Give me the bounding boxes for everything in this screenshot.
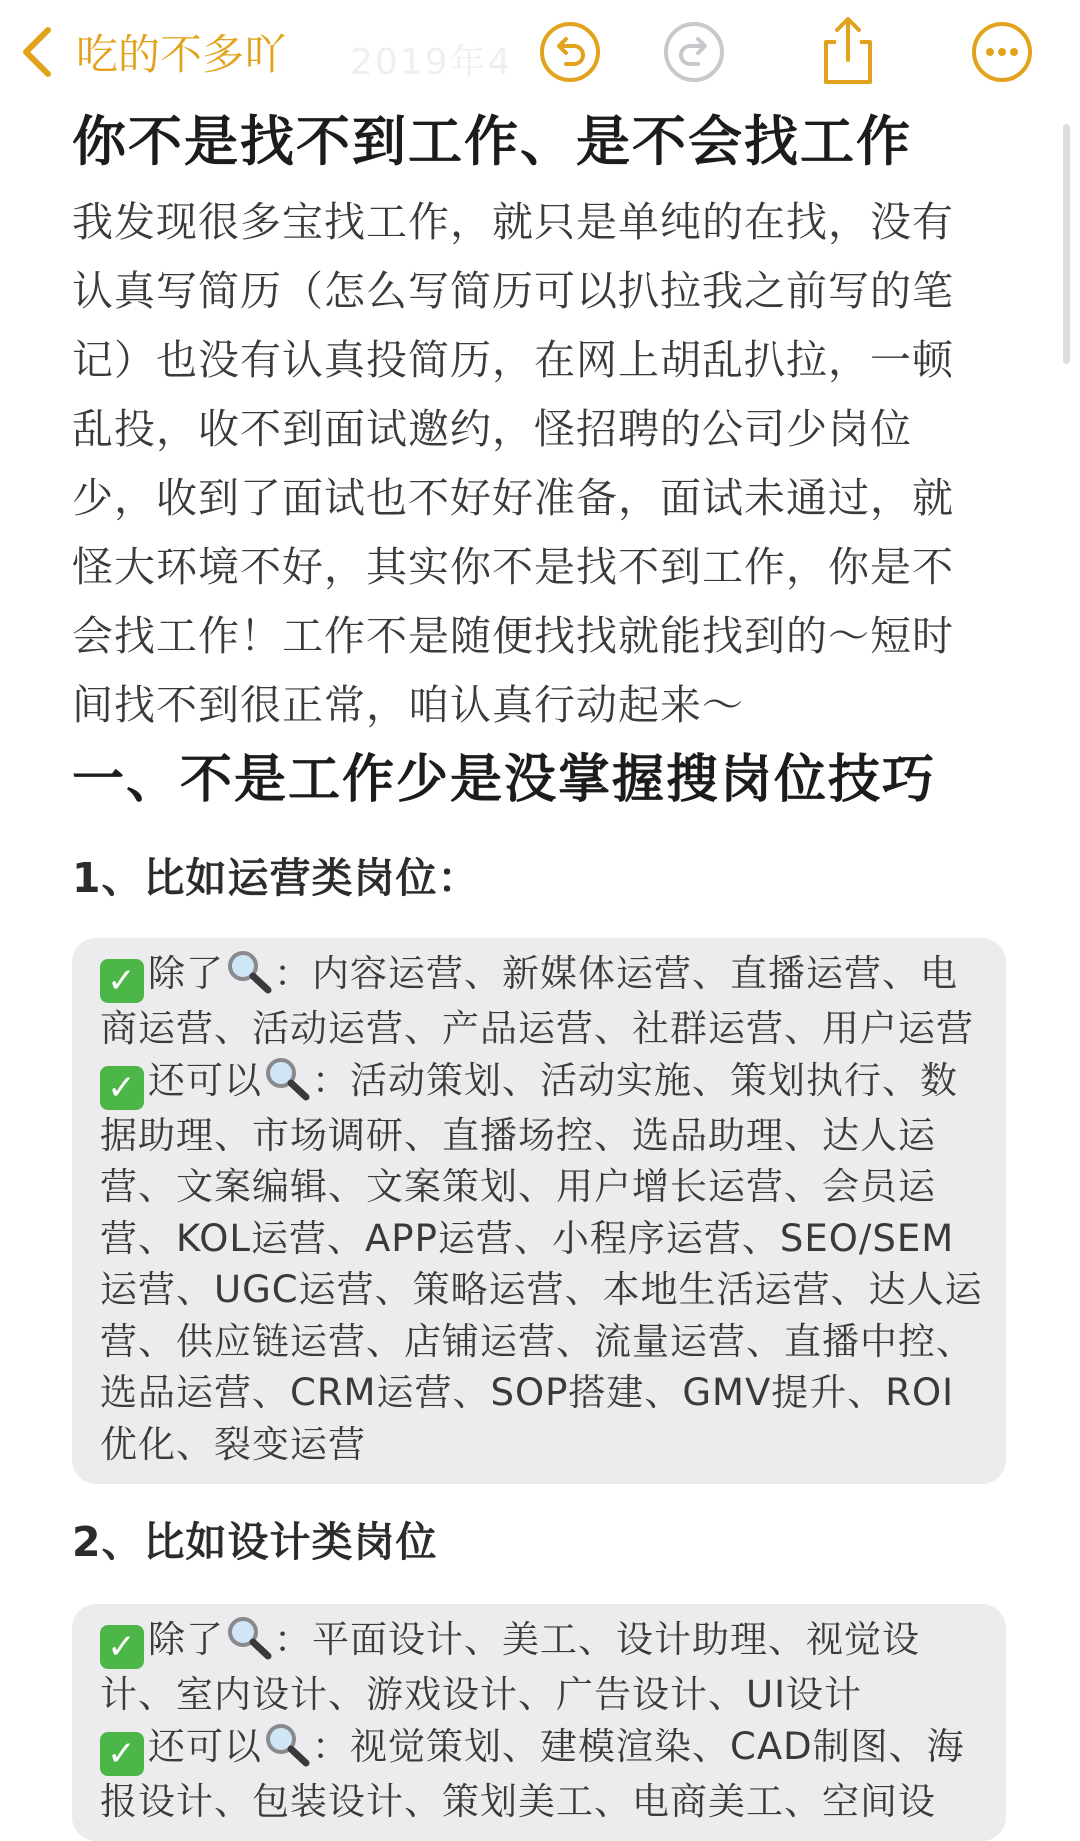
magnifying-glass-icon [262, 1055, 312, 1101]
magnifying-glass-icon [262, 1721, 312, 1767]
magnifying-glass-icon [224, 948, 274, 994]
design-keywords-box [72, 1604, 1006, 1841]
design-also-items: ：视觉策划、建模渲染、CAD制图、海报设计、包装设计、策划美工、电商美工、空间设 [100, 1724, 965, 1823]
operations-except-items: ：内容运营、新媒体运营、直播运营、电商运营、活动运营、产品运营、社群运营、用户运营 [100, 952, 974, 1050]
back-label: 吃的不多吖 [76, 30, 287, 79]
back-button[interactable] [18, 22, 286, 82]
check-mark-button-icon: ✓ [100, 959, 144, 1003]
note-title: 你不是找不到工作、是不会找工作 [72, 110, 912, 173]
subheading-design: 2、比如设计类岗位 [72, 1518, 438, 1566]
share-button[interactable] [816, 14, 880, 86]
check-mark-button-icon: ✓ [100, 1066, 144, 1110]
design-except-items: ：平面设计、美工、设计助理、视觉设计、室内设计、游戏设计、广告设计、UI设计 [100, 1618, 920, 1716]
share-icon [816, 14, 880, 86]
intro-paragraph: 我发现很多宝找工作，就只是单纯的在找，没有认真写简历（怎么写简历可以扒拉我之前写的笔记）也没有认真投简历，在网上胡乱扒拉，一顿乱投，收不到面试邀约，怪招聘的公司少岗位少，收到了面试也不好好准备，面试未通过，就怪大环境不好，其实你不是找不到工作，你是不会找工作！工作不是随便找找就能找到的～短时间找不到很正常，咱认真行动起来～ [72, 198, 954, 729]
chevron-left-icon [18, 25, 56, 79]
magnifying-glass-icon [224, 1614, 274, 1660]
design-except-line [100, 1614, 992, 1721]
operations-except-line [100, 948, 992, 1055]
except-label: 除了 [148, 952, 224, 995]
note-body[interactable] [72, 104, 1002, 1841]
subheading-operations: 1、比如运营类岗位： [72, 854, 480, 902]
operations-also-line [100, 1055, 992, 1471]
check-mark-button-icon: ✓ [100, 1625, 144, 1669]
also-label: 还可以 [148, 1058, 262, 1102]
faded-date-text: 2019年4 [350, 42, 513, 83]
undo-button[interactable] [538, 20, 602, 84]
section-heading: 一、不是工作少是没掌握搜岗位技巧 [72, 750, 937, 810]
ellipsis-circle-icon [970, 20, 1034, 84]
operations-also-items: ：活动策划、活动实施、策划执行、数据助理、市场调研、直播场控、选品助理、达人运营、文案编辑、文案策划、用户增长运营、会员运营、KOL运营、APP运营、小程序运营、SEO/SEM运营、UGC运营、策略运营、本地生活运营、达人运营、供应链运营、店铺运营、流量运营、直播中控、选品运营、CRM运营、SOP搭建、GMV提升、ROI优化、裂变运营 [100, 1058, 983, 1466]
undo-icon [538, 20, 602, 84]
also-label: 还可以 [148, 1724, 262, 1768]
more-options-button[interactable] [970, 20, 1034, 84]
redo-button[interactable] [662, 20, 726, 84]
check-mark-button-icon: ✓ [100, 1732, 144, 1776]
except-label: 除了 [148, 1618, 224, 1661]
vertical-scrollbar[interactable] [1063, 124, 1070, 364]
operations-keywords-box [72, 938, 1006, 1484]
top-navigation-bar [0, 0, 1080, 110]
redo-icon [662, 20, 726, 84]
